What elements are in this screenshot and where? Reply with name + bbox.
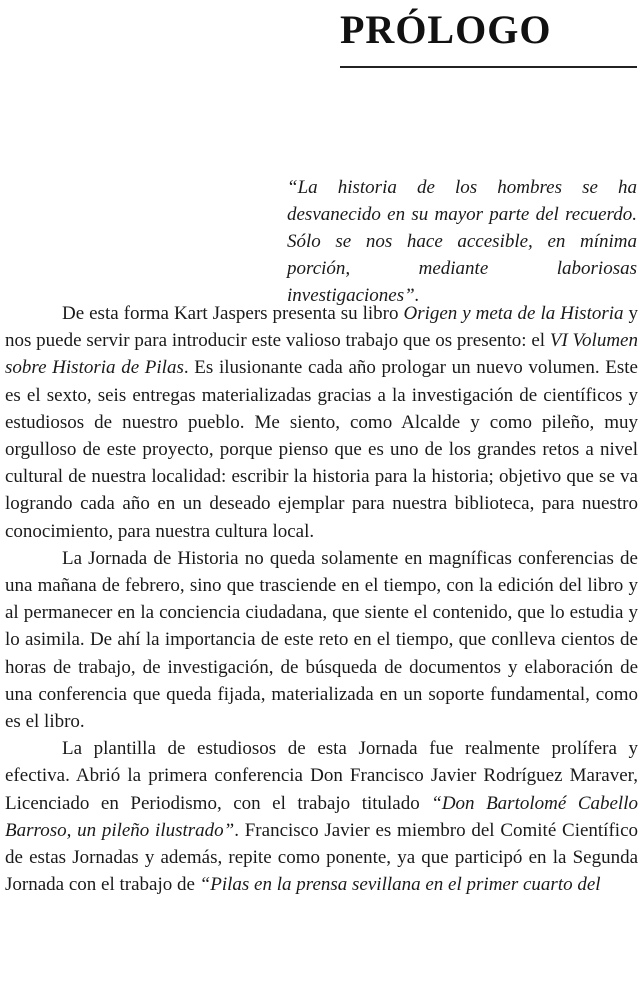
title-underline (340, 66, 637, 68)
volume-title: VI Volumen sobre Historia de Pilas (5, 330, 638, 379)
paragraph: La plantilla de estudiosos de esta Jornada fue realmente prolífera y efectiva. Abrió la primera conferencia Don Francisco Javier Rodríguez Maraver, Licenciado en Periodismo, con el trabajo titulado “Don Bartolomé Cabello Barroso, un pileño ilustrado”. Francisco Javier es miembro del Comité Científico de estas Jornadas y además, repite como ponente, ya que participó en la Segunda Jornada con el trabajo de “Pilas en la prensa sevillana en el primer cuarto del (5, 738, 638, 896)
epigraph-quote: “La historia de los hombres se ha desvanecido en su mayor parte del recuerdo. Sólo se nos hace accesible, en mínima porción, mediante laboriosas investigaciones”. (287, 177, 637, 306)
page-title: PRÓLOGO (340, 7, 552, 52)
paragraph: De esta forma Kart Jaspers presenta su libro Origen y meta de la Historia y nos puede servir para introducir este valioso trabajo que os presento: el VI Volumen sobre Historia de Pilas. Es ilusionante cada año prologar un nuevo volumen. Este es el sexto, seis entregas materializadas gracias a la investigación de científicos y estudiosos de nuestro pueblo. Me siento, como Alcalde y como pileño, muy orgulloso de este proyecto, porque pienso que es uno de los grandes retos a nivel cultural de nuestra localidad: escribir la historia para la historia; objetivo que se va logrando cada año en un deseado ejemplar para nuestra biblioteca, para nuestro conocimiento, para nuestra cultura local. (5, 303, 638, 542)
lecture-title: “Don Bartolomé Cabello Barroso, un pileño ilustrado” (5, 792, 638, 841)
book-title: Origen y meta de la Historia (403, 303, 624, 324)
paragraph: La Jornada de Historia no queda solamente en magníficas conferencias de una mañana de febrero, sino que trasciende en el tiempo, con la edición del libro y al permanecer en la conciencia ciudadana, que siente el contenido, que lo estudia y lo asimila. De ahí la importancia de este reto en el tiempo, que conlleva cientos de horas de trabajo, de investigación, de búsqueda de documentos y elaboración de una conferencia que queda fijada, materializada en un soporte fundamental, como es el libro. (5, 547, 638, 733)
body-text (5, 300, 638, 898)
lecture-title: “Pilas en la prensa sevillana en el primer cuarto del (199, 874, 601, 896)
